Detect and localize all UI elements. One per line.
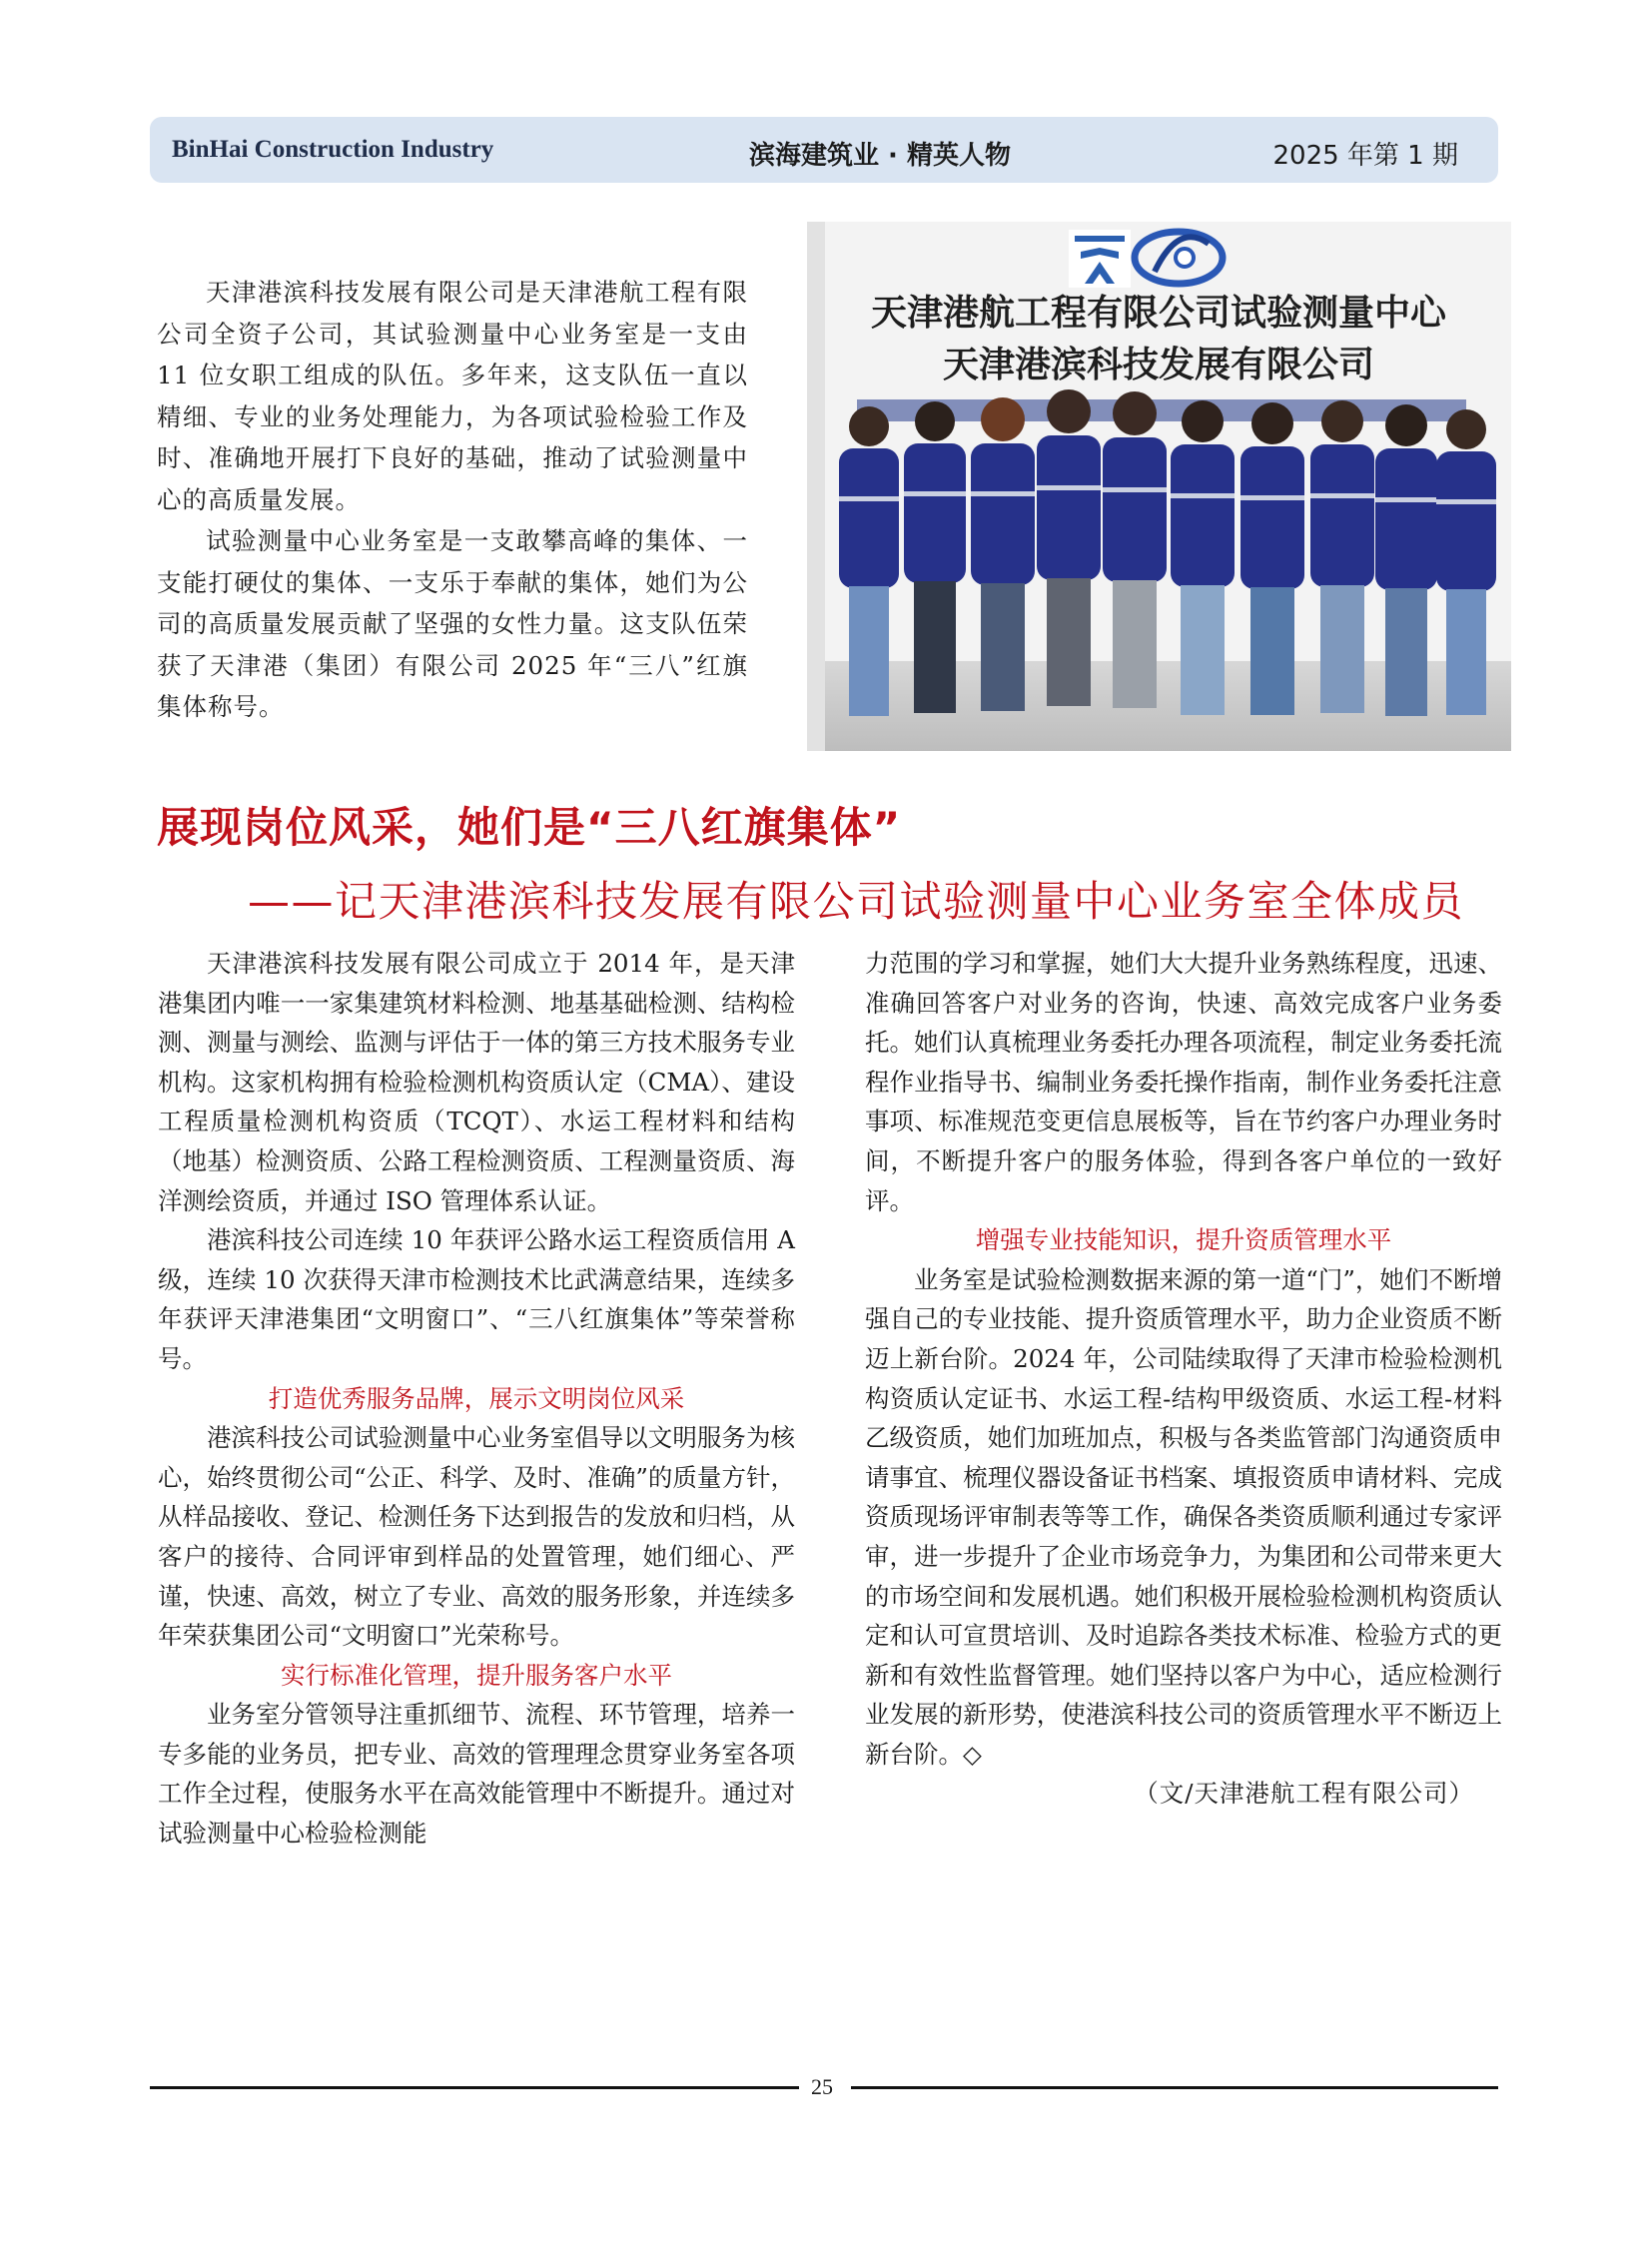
- body-paragraph: 港滨科技公司试验测量中心业务室倡导以文明服务为核心，始终贯彻公司“公正、科学、及时、准确”的质量方针，从样品接收、登记、检测任务下达到报告的发放和归档，从客户的接待、合同评审到样品的处置管理，她们细心、严谨，快速、高效，树立了专业、高效的服务形象，并连续多年荣获集团公司“文明窗口”光荣称号。: [158, 1423, 795, 1651]
- company-logo-icon: [1069, 230, 1131, 288]
- sign-line-2: 天津港滨科技发展有限公司: [942, 345, 1375, 385]
- issue-number: 2025 年第 1 期: [1272, 141, 1458, 171]
- intro-text: [157, 272, 748, 728]
- intro-paragraph-2: 试验测量中心业务室是一支敢攀高峰的集体、一支能打硬仗的集体、一支乐于奉献的集体，她们为公司的高质量发展贡献了坚强的女性力量。这支队伍荣获了天津港（集团）有限公司 2025 年“三八”红旗集体称号。: [157, 526, 748, 721]
- body-paragraph: 港滨科技公司连续 10 年获评公路水运工程资质信用 A 级，连续 10 次获得天津市检测技术比武满意结果，连续多年获评天津港集团“文明窗口”、“三八红旗集体”等荣誉称号。: [158, 1225, 795, 1373]
- footer-rule-left: [150, 2086, 799, 2089]
- section-heading: 增强专业技能知识，提升资质管理水平: [975, 1225, 1392, 1255]
- article-column-right: [865, 944, 1502, 1814]
- header-bar: [150, 117, 1498, 183]
- group-photo: [807, 222, 1511, 751]
- footer-rule-right: [851, 2086, 1498, 2089]
- body-paragraph: 业务室是试验检测数据来源的第一道“门”，她们不断增强自己的专业技能、提升资质管理水平，助力企业资质不断迈上新台阶。2024 年，公司陆续取得了天津市检验检测机构资质认定证书、水运工程-结构甲级资质、水运工程-材料乙级资质，她们加班加点，积极与各类监管部门沟通资质申请事宜、梳理仪器设备证书档案、填报资质申请材料、完成资质现场评审制表等等工作，确保各类资质顺利通过专家评审，进一步提升了企业市场竞争力，为集团和公司带来更大的市场空间和发展机遇。她们积极开展检验检测机构资质认定和认可宣贯培训、及时追踪各类技术标准、检验方式的更新和有效性监督管理。她们坚持以客户为中心，适应检测行业发展的新形势，使港滨科技公司的资质管理水平不断迈上新台阶。◇: [865, 1264, 1502, 1769]
- section-heading: 打造优秀服务品牌，展示文明岗位风采: [268, 1383, 685, 1413]
- section-name: 滨海建筑业 · 精英人物: [749, 141, 1011, 171]
- body-paragraph: 业务室分管领导注重抓细节、流程、环节管理，培养一专多能的业务员，把专业、高效的管理理念贯穿业务室各项工作全过程，使服务水平在高效能管理中不断提升。通过对试验测量中心检验检测能: [158, 1700, 795, 1849]
- body-paragraph: 力范围的学习和掌握，她们大大提升业务熟练程度，迅速、准确回答客户对业务的咨询，快速、高效完成客户业务委托。她们认真梳理业务委托办理各项流程，制定业务委托流程作业指导书、编制业务委托操作指南，制作业务委托注意事项、标准规范变更信息展板等，旨在节约客户办理业务时间，不断提升客户的服务体验，得到各客户单位的一致好评。: [865, 949, 1502, 1215]
- section-heading: 实行标准化管理，提升服务客户水平: [281, 1660, 672, 1690]
- sign-line-1: 天津港航工程有限公司试验测量中心: [870, 293, 1447, 334]
- article-subtitle: ——记天津港滨科技发展有限公司试验测量中心业务室全体成员: [248, 877, 1465, 926]
- author-byline: （文/天津港航工程有限公司）: [1134, 1779, 1474, 1809]
- article-title: 展现岗位风采，她们是“三八红旗集体”: [157, 803, 902, 852]
- group-photo-illustration: [807, 222, 1511, 751]
- intro-paragraph-1: 天津港滨科技发展有限公司是天津港航工程有限公司全资子公司，其试验测量中心业务室是一支由 11 位女职工组成的队伍。多年来，这支队伍一直以精细、专业的业务处理能力，为各项试验检验工作及时、准确地开展打下良好的基础，推动了试验测量中心的高质量发展。: [157, 278, 748, 514]
- body-paragraph: 天津港滨科技发展有限公司成立于 2014 年，是天津港集团内唯一一家集建筑材料检测、地基基础检测、结构检测、测量与测绘、监测与评估于一体的第三方技术服务专业机构。这家机构拥有检验检测机构资质认定（CMA）、建设工程质量检测机构资质（TCQT）、水运工程材料和结构（地基）检测资质、公路工程检测资质、工程测量资质、海洋测绘资质，并通过 ISO 管理体系认证。: [158, 949, 795, 1215]
- article-column-left: [158, 944, 795, 1854]
- page-number: 25: [811, 2074, 833, 2099]
- journal-name: BinHai Construction Industry: [172, 136, 494, 163]
